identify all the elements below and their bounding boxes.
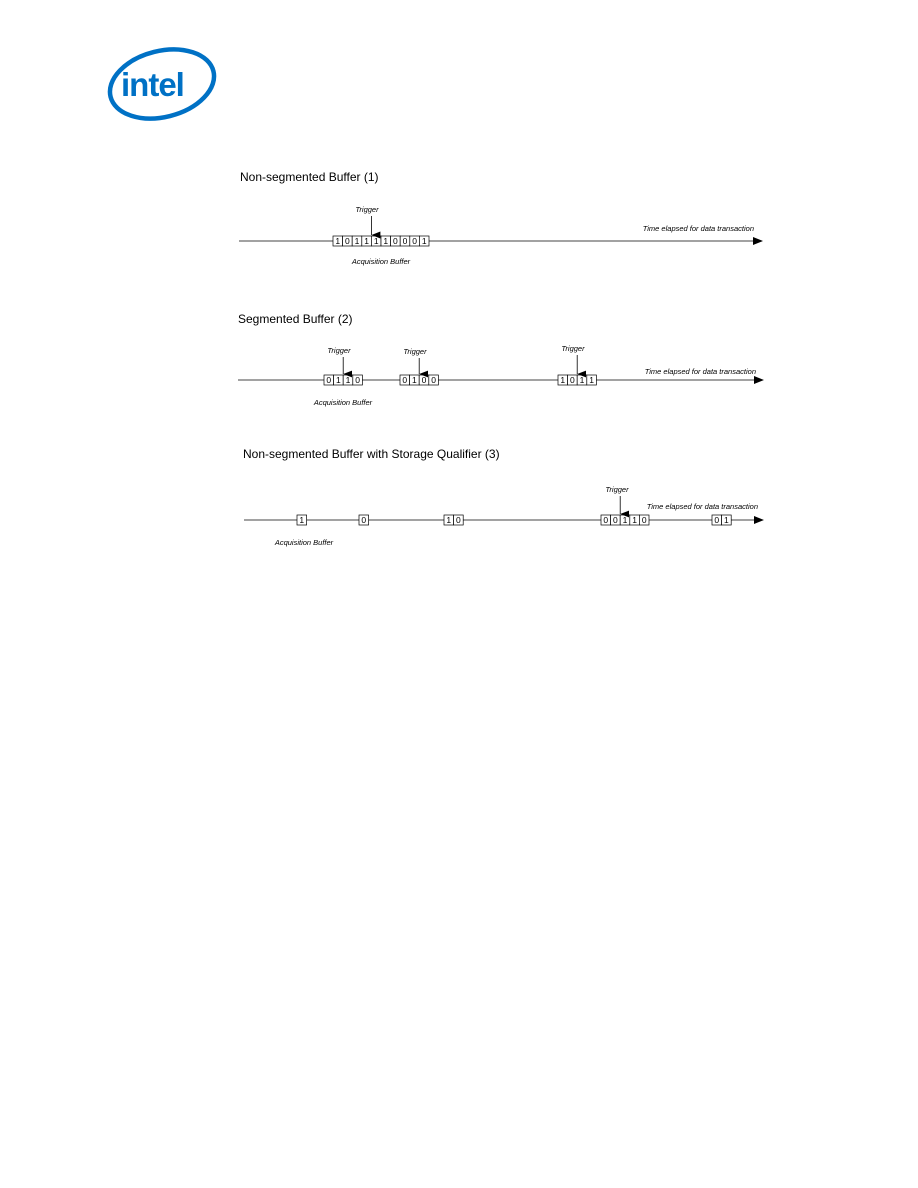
trigger-label: Trigger: [605, 485, 629, 494]
diagram-title: Non-segmented Buffer with Storage Qualifier (3): [243, 447, 500, 461]
bit-value: 1: [421, 236, 427, 247]
bit-value: 0: [393, 236, 398, 247]
trigger-label: Trigger: [327, 346, 351, 355]
bit-value: 1: [383, 236, 389, 247]
bit-value: 0: [326, 375, 332, 386]
bit-value: 0: [361, 515, 367, 526]
acquisition-buffer-label: Acquisition Buffer: [313, 398, 373, 407]
acquisition-buffer-label: Acquisition Buffer: [351, 257, 411, 266]
bit-value: 0: [641, 515, 647, 526]
bit-value: 0: [613, 515, 618, 526]
trigger-label: Trigger: [561, 344, 585, 353]
bit-value: 1: [560, 375, 566, 386]
bit-value: 1: [446, 515, 452, 526]
bit-value: 1: [724, 515, 729, 526]
bit-value: 0: [570, 375, 575, 386]
bit-value: 1: [622, 515, 628, 526]
bit-value: 1: [299, 515, 305, 526]
bit-value: 0: [345, 236, 350, 247]
bit-value: 0: [412, 236, 417, 247]
bit-value: 1: [345, 375, 351, 386]
bit-value: 0: [402, 236, 408, 247]
bit-value: 0: [355, 375, 360, 386]
bit-value: 1: [373, 236, 379, 247]
acquisition-buffer-label: Acquisition Buffer: [274, 538, 334, 547]
bit-value: 0: [603, 515, 609, 526]
trigger-label: Trigger: [355, 205, 379, 214]
time-elapsed-label: Time elapsed for data transaction: [646, 502, 758, 511]
bit-value: 1: [589, 375, 594, 386]
bit-value: 1: [354, 236, 360, 247]
bit-value: 1: [632, 515, 637, 526]
bit-value: 1: [579, 375, 585, 386]
bit-value: 1: [412, 375, 417, 386]
bit-value: 0: [431, 375, 436, 386]
bit-value: 0: [402, 375, 408, 386]
diagram-title: Non-segmented Buffer (1): [240, 170, 379, 184]
bit-value: 1: [364, 236, 369, 247]
bit-value: 1: [336, 375, 341, 386]
trigger-label: Trigger: [403, 347, 427, 356]
bit-value: 1: [335, 236, 341, 247]
bit-value: 0: [421, 375, 427, 386]
time-elapsed-label: Time elapsed for data transaction: [644, 367, 756, 376]
bit-value: 0: [456, 515, 461, 526]
logo-text: intel: [121, 66, 184, 103]
time-elapsed-label: Time elapsed for data transaction: [642, 224, 754, 233]
diagram-title: Segmented Buffer (2): [238, 312, 353, 326]
bit-value: 0: [714, 515, 720, 526]
